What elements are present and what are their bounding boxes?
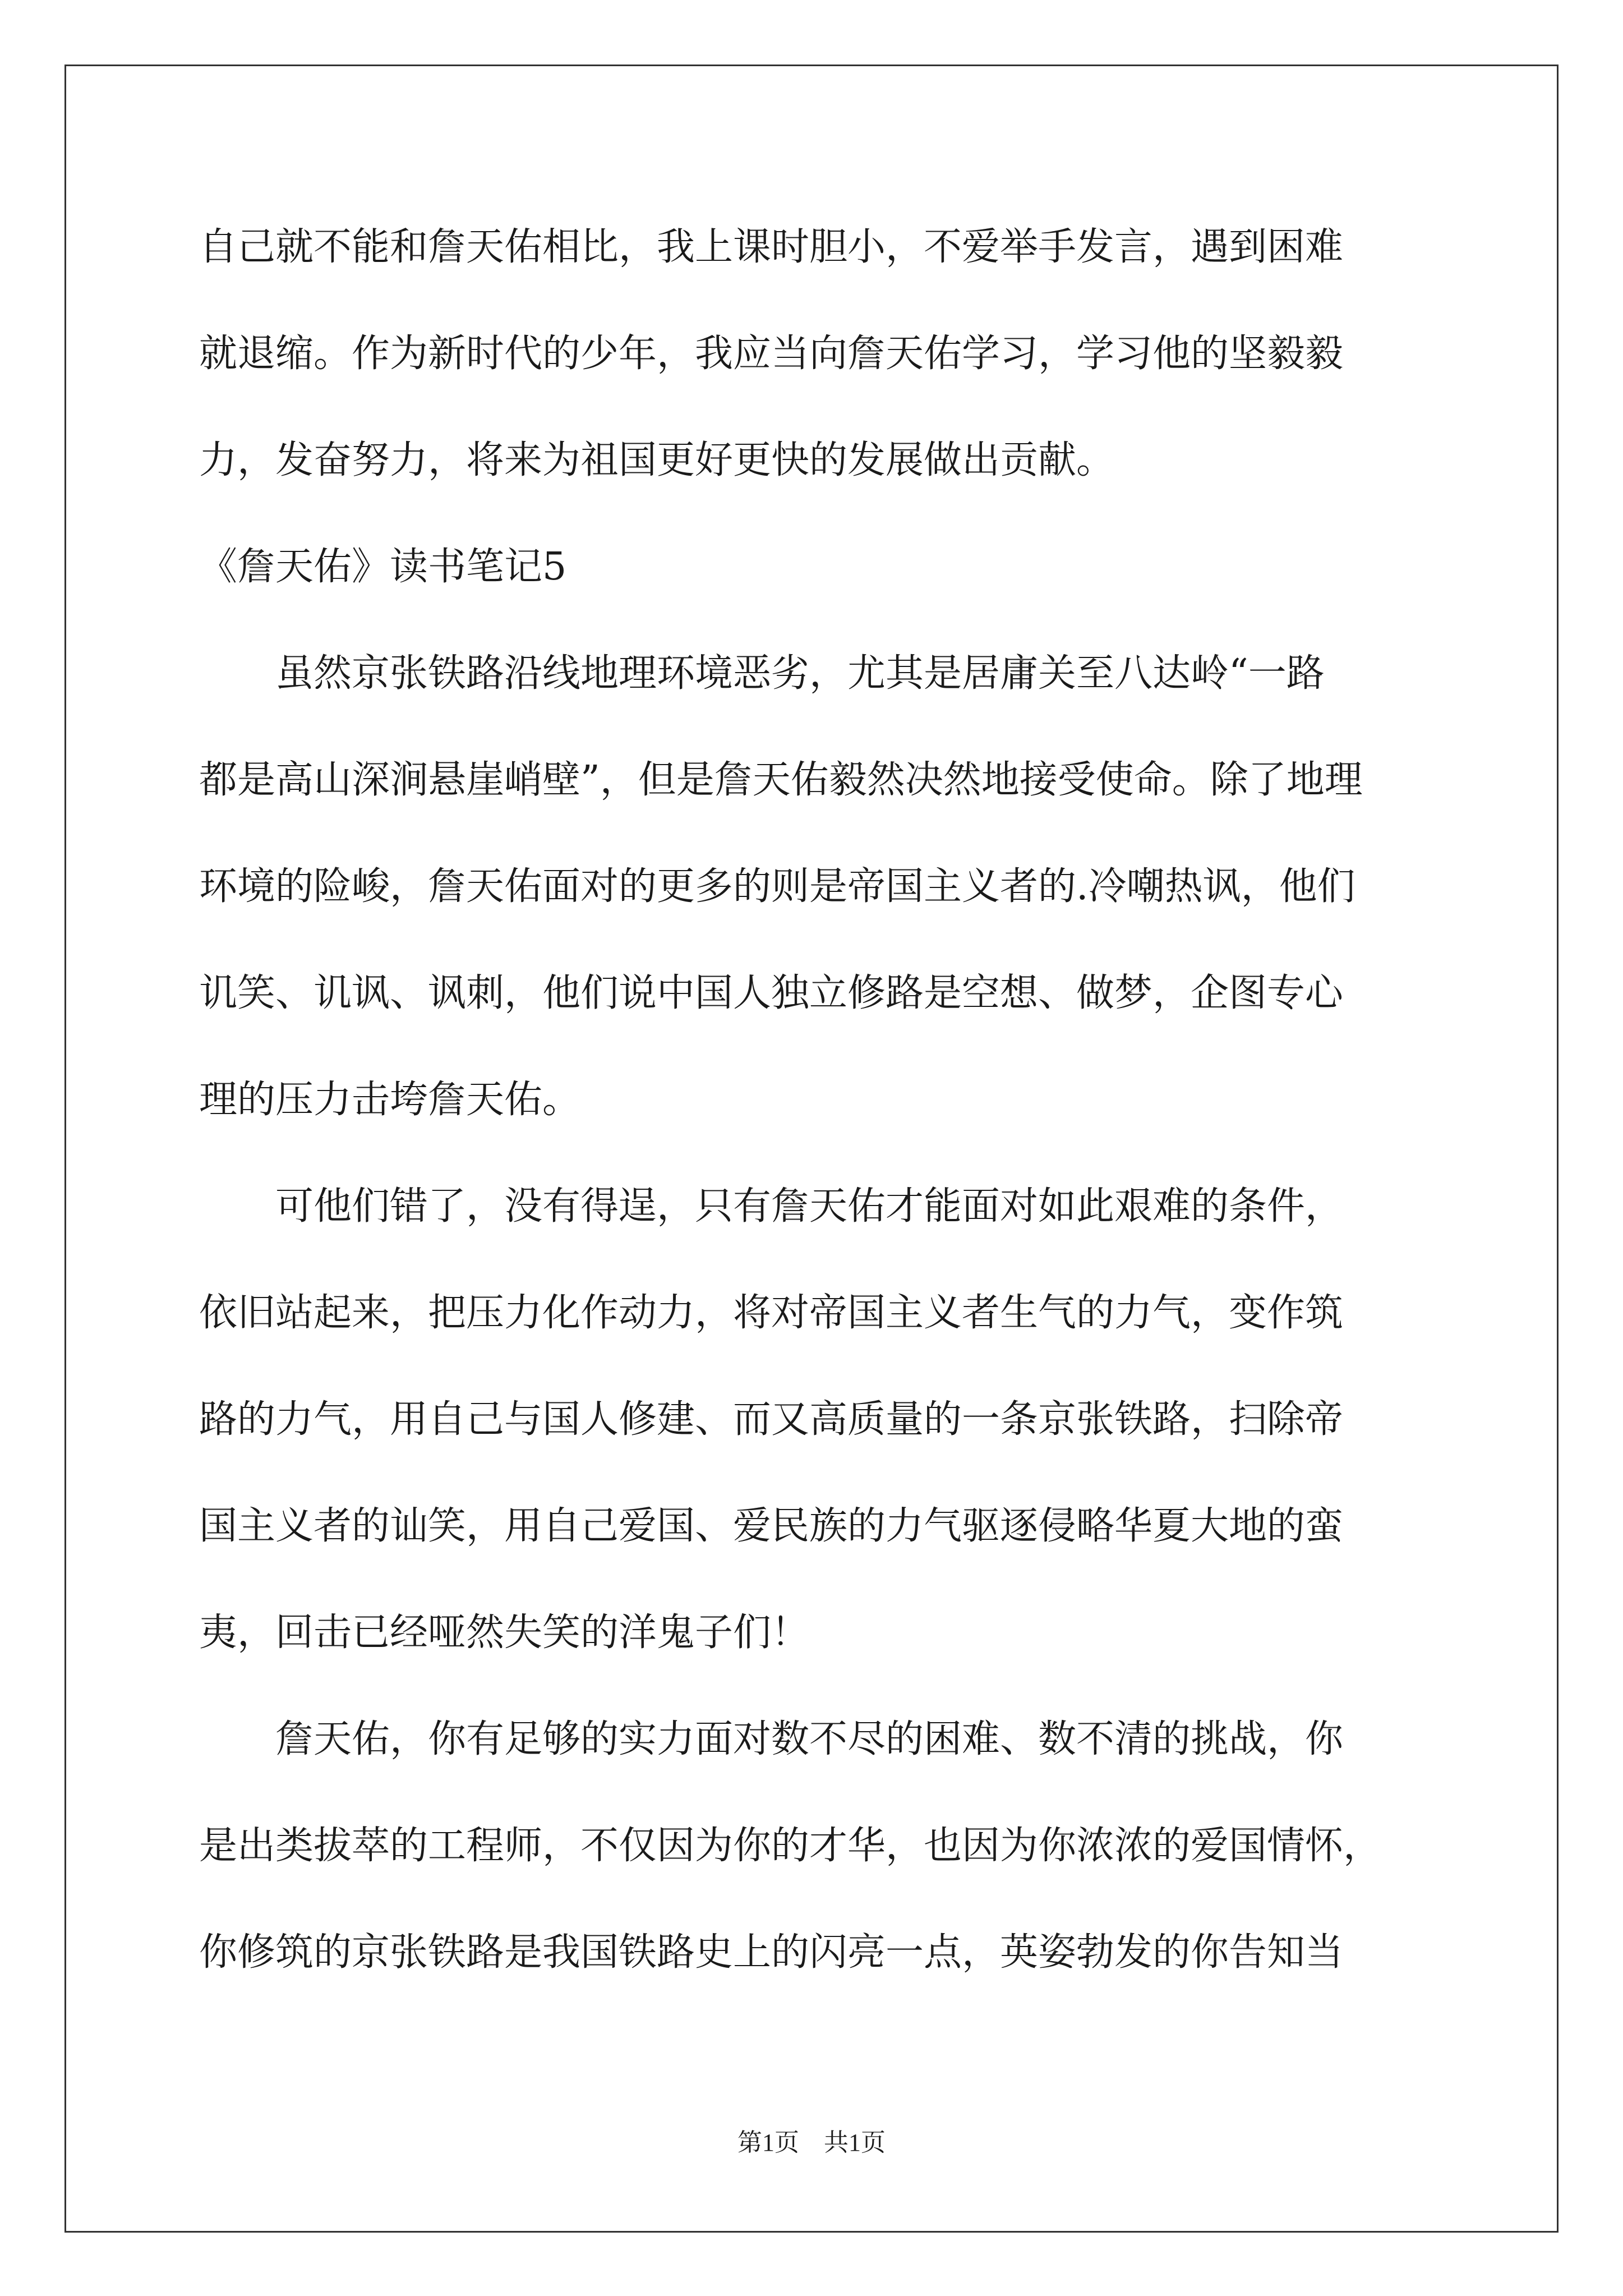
text-line: 路的力气，用自己与国人修建、而又高质量的一条京张铁路，扫除帝 [199, 1397, 1344, 1442]
text-line: 力，发奋努力，将来为祖国更好更快的发展做出贡献。 [199, 438, 1115, 482]
text-line: 是出类拔萃的工程师，不仅因为你的才华，也因为你浓浓的爱国情怀， [199, 1824, 1382, 1868]
page-footer: 第1页 共1页 [737, 2129, 886, 2156]
page-border [64, 65, 1559, 2233]
text-line: 自己就不能和詹天佑相比，我上课时胆小，不爱举手发言，遇到困难 [199, 225, 1344, 269]
text-line: 你修筑的京张铁路是我国铁路史上的闪亮一点，英姿勃发的你告知当 [199, 1930, 1344, 1975]
text-line: 虽然京张铁路沿线地理环境恶劣，尤其是居庸关至八达岭“一路 [199, 651, 1325, 696]
text-line: 讥笑、讥讽、讽刺，他们说中国人独立修路是空想、做梦，企图专心 [199, 971, 1344, 1015]
text-line: 都是高山深涧悬崖峭壁”，但是詹天佑毅然决然地接受使命。除了地理 [199, 758, 1363, 802]
text-line: 环境的险峻，詹天佑面对的更多的则是帝国主义者的.冷嘲热讽，他们 [199, 864, 1355, 909]
text-line: 理的压力击垮詹天佑。 [199, 1078, 581, 1122]
section-heading: 《詹天佑》读书笔记5 [199, 545, 567, 589]
text-line: 夷，回击已经哑然失笑的洋鬼子们！ [199, 1611, 810, 1655]
text-line: 就退缩。作为新时代的少年，我应当向詹天佑学习，学习他的坚毅毅 [199, 332, 1344, 376]
text-line: 依旧站起来，把压力化作动力，将对帝国主义者生气的力气，变作筑 [199, 1291, 1344, 1335]
text-line: 可他们错了，没有得逞，只有詹天佑才能面对如此艰难的条件， [199, 1184, 1344, 1228]
text-line: 国主义者的讪笑，用自己爱国、爱民族的力气驱逐侵略华夏大地的蛮 [199, 1504, 1344, 1548]
text-line: 詹天佑，你有足够的实力面对数不尽的困难、数不清的挑战，你 [199, 1717, 1344, 1761]
